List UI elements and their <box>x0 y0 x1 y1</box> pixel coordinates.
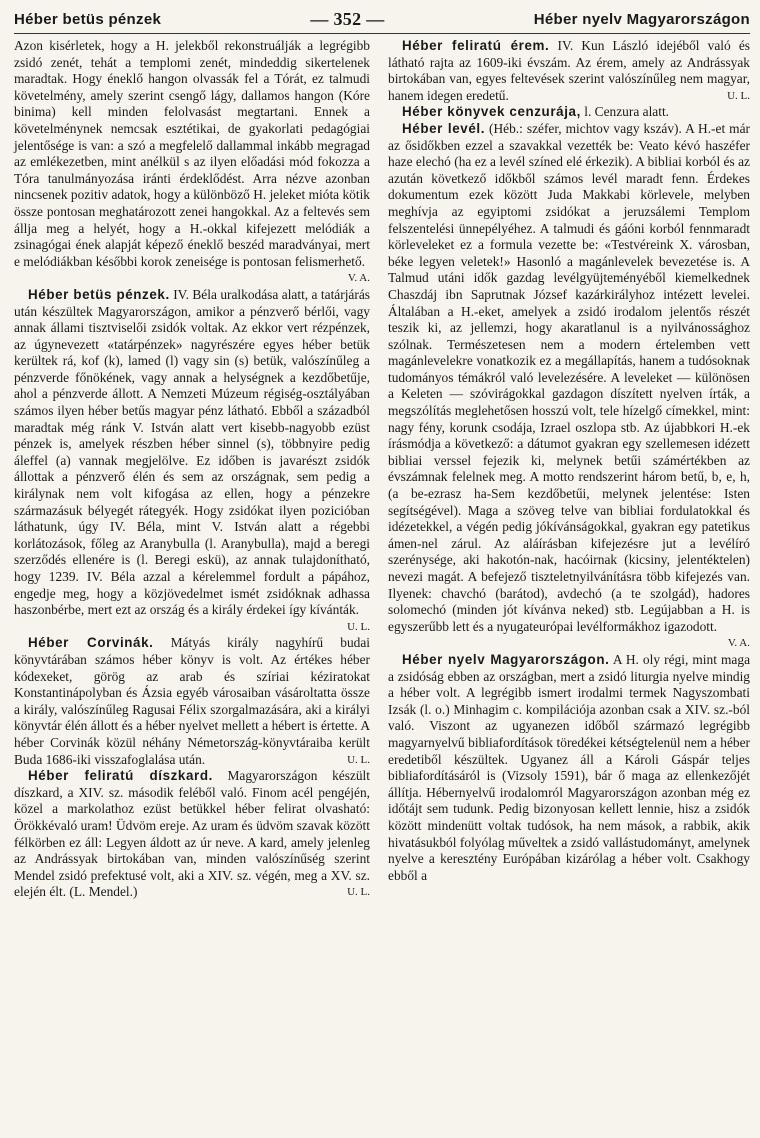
running-header <box>14 6 750 32</box>
author-initials: U. L. <box>727 89 750 102</box>
dictionary-entry <box>388 38 750 104</box>
entry-text: IV. Kun László idejéből való és látható rajta az 1609-iki évszám. Az érem, amely az Andrássyak birtokában van, egyes feltevések szerint valószínűleg nem magyar, hanem idegen eredetű. <box>388 38 750 103</box>
entry-text: Magyarországon készült díszkard, a XIV. sz. második feléből való. Finom acél pengéjén, közel a markolathoz ezüst betükkel héber felirat olvasható: Örökkévaló uram! Üdvöm ereje. Az uram és üdvöm szavak között félkörben ez áll: Legyen áldott az úr neve. A kard, amely jelenleg az Andrássyak birtokában van, minden valószínűség szerint Mendel zsidó prefektusé volt, aki a XIV. sz. végén, meg a XV. sz. elején élt. (L. Mendel.) <box>14 768 370 900</box>
entry-headword: Héber levél. <box>402 120 486 136</box>
dictionary-entry <box>388 652 750 884</box>
entry-headword: Héber feliratú díszkard. <box>28 768 213 784</box>
entry-text: (Héb.: széfer, michtov vagy kszáv). A H.-et már az ősidőkben ezzel a szavakkal vezették be: Veato kévó haszéfer haze elechó (ha ez a levél színed elé érkezik). A bibliai korból és az azután következő időkből számos levél maradt fenn. Érdekes dokumentum ezek között Juda Makkabi körlevele, melyben meghívja az egyiptomi zsidókat a jeruzsálemi Templom felszentelési ünnepélyéhez. A talmudi és gáóni korból fennmaradt körleveleket ez a formula vezette be: «Testvéreink X. városban, béke legyen veletek!» Hasonló a magánlevelek bevezetése is. A Talmud utáni idők gazdag levélgyüjteményéből kiemelkednek Chaszdáj ibn Saprutnak József kazárkirályhoz intézett levelei. Általában a H.-eket, amelyek a zsidó irodalom jelentős részét teszik ki, az jellemzi, hogy akaratlanul is a nyilvánossághoz szólnak. Természetesen nem a modern értelemben vett magánlevelekre vonatkozik ez a megállapítás, hanem a tudósoknak tudományos témákról való levelezésére. A leveleket — különösen a Keleten — szóvirágokkal gazdagon díszített nyelven írták, a megszólítás meglehetősen hosszú volt, tele hízelgő címekkel, mint: nagy fény, korunk csodája, Izrael oszlopa stb. Az újabbkori H.-ek írásmódja a következő: a dátumot gyakran egy szellemesen idézett bibliai verssel fejezik ki, melynek betűi számértékben az évszámnak felelnek meg. A motto rendszerint három betű, b, e, h, (a be-ezrasz ha-Sem kezdőbetűi, melynek jelentése: Isten segítségével). Maga a szöveg telve van bibliai fordulatokkal és idézetekkel, a végén pedig jókívánságokkal, gyakran egy patetikus ámen-nel zárul. Az aláírásban kifejezésre jut a levélíró szerénysége, aki hakotón-nak, hacóirnak (kicsiny, jelentéktelen) nevezi magát. A befejező tiszteletnyilvánításra több kifejezés van. Ilyenek: chavchó (barátod), avdechó (a te szolgád), hadores solomechó (minden jót kívánva neked) stb. Legújabban a H. is egyszerűbb lett és a nyugateurópai levélformákhoz igazodott. <box>388 120 750 634</box>
running-head-left: Héber betüs pénzek <box>14 10 162 28</box>
author-initials: U. L. <box>347 886 370 899</box>
dictionary-entry <box>388 121 750 652</box>
author-initials: V. A. <box>347 272 370 285</box>
running-head-right: Héber nyelv Magyarországon <box>533 10 750 28</box>
author-initials: U. L. <box>347 753 370 766</box>
dictionary-entry <box>14 768 370 901</box>
continued-paragraph <box>14 38 370 287</box>
author-initials: U. L. <box>347 620 370 633</box>
entry-text: Mátyás király nagyhírű budai könyvtárában számos héber könyv is volt. Az értékes héber kódexeket, görög az arab és szíriai kéziratokat Konstantinápolyban és Ázsia egyéb városaiban vásároltatta össze a király, valószínűleg Ragusai Félix szorgalmazására, aki a királyi könyvtár élén állott és a héber nyelvet mellett a hébert is értette. A héber Corvinák közül néhány Németország-könyvtáraiba került Buda 1686-iki visszafoglalása után. <box>14 635 371 767</box>
entry-headword: Héber betüs pénzek. <box>28 286 170 302</box>
entry-text: l. Cenzura alatt. <box>584 104 670 120</box>
entry-text: A H. oly régi, mint maga a zsidóság ebben az országban, mert a zsidó liturgia nyelve mindig a héber volt. A legrégibb ismert irodalmi termek Nagyszombati Izsák (l. o.) Minhagim c. kompilációja azonban csak a XIV. sz.-ból való. Viszont az ugyanezen időből származó legrégibb magyarnyelvű bibliafordítások töredékei kétségtelenül nem a héber eredetiből készültek. Ugyanez áll a Károli Gáspár teljes bibliafordításáról is (Vizsoly 1591), bár ő maga az ellenkezőjét állítja. Hébernyelvű irodalomról Magyarországon azonban még ez időtájt sem tudunk. Pedig bizonyosan kellett lennie, hisz a zsidók között mindenütt voltak tudósok, ha nem mások, a rabbik, akik hivatásukból folyólag műveltek a zsidó vallástudományt, amelynek nyelve a keresztény Európában kizárólag a héber volt. Csakhogy ebből a <box>388 651 751 883</box>
left-column <box>14 38 370 901</box>
header-rule <box>14 33 750 34</box>
right-column <box>388 38 750 884</box>
entry-text: IV. Béla uralkodása alatt, a tatárjárás után készültek Magyarországon, amikor a pénzverő bérlői, vagy annak állami tisztviselői zsidók voltak. Az ekkor vert rézpénzek, az úgynevezett «tatárpénzek» nagyrészére egyes héber betük kerültek rá, kof (k), lamed (l) vagy sin (s) betük, valószínűleg a pénzverde főnökének, vagy annak a helységnek a kezdőbetűje, ahol a pénzverde állott. A Nemzeti Múzeum régiség-osztályában számos ilyen héber betűs magyar pénz látható. Ebből a századból maradtak még ránk V. István alatt vert kisebb-nagyobb ezüst pénzek is, amelyek részben héber sinnel (s), többnyire pedig áleffel (a) vannak megjelölve. Ez időben is javarészt zsidók állottak a pénzverő élén és sem az országnak, sem pedig a királynak nem volt kifogása az ellen, hogy a pénzekre származásuk bélyegét rátegyék. Hogy zsidókat ilyen pozicióban láthatunk, úgy IV. Béla, mint V. István alatt a régebbi korlátozások, főleg az Aranybulla (l. Aranybulla), majd a beregi szerződés ellenére is (l. Beregi eskü), az annak tulajdonítható, hogy 1239. IV. Béla azzal a kérelemmel fordult a pápához, engedje meg, hogy a közjövedelmet ismét zsidóknak adhassa haszonbérbe, mert ezt az ország és a király érdekei így kívánták. <box>14 286 370 618</box>
entry-headword: Héber könyvek cenzurája, <box>402 104 581 120</box>
page-number: — 352 — <box>310 8 385 29</box>
dictionary-entry <box>14 635 370 768</box>
entry-headword: Héber nyelv Magyarországon. <box>402 651 610 667</box>
entry-headword: Héber feliratú érem. <box>402 38 550 53</box>
author-initials: V. A. <box>727 637 750 650</box>
dictionary-entry <box>14 287 370 635</box>
entry-headword: Héber Corvinák. <box>28 635 154 651</box>
entry-text: Azon kisérletek, hogy a H. jelekből rekonstruálják a legrégibb zsidó zenét, tehát a templomi zenét, mindeddig sikertelenek maradtak. Hogy éneklő hangon olvassák fel a Tórát, ez talmudi követelmény, amely szerint csengő lágy, dallamos hangon (Kóre binima) kell minden felolvasást megtartani. Ennek a követelménynek nemcsak esztétikai, de gyakorlati pedagógiai jelentősége is van: a szó a megfelelő dallammal inkább megragad az emlékezetben, mint anélkül s az ilyen előadási mód fokozza a Tóra tanulmányozása iránti érdeklődést. Arra nézve azonban nincsenek pozitiv adatok, hogy a különböző H. jeleket mióta kötik össze pontosan meghatározott zenei hangokkal. Az a feltevés sem állja meg a helyét, hogy a H.-okkal kifejezett melódiák a zsinagógai ének alapját képező éneklő beszéd maradványai, mert e melódiákban későbbi korok zeneisége is pontosan felismerhető. <box>14 38 370 269</box>
dictionary-entry <box>388 104 750 121</box>
